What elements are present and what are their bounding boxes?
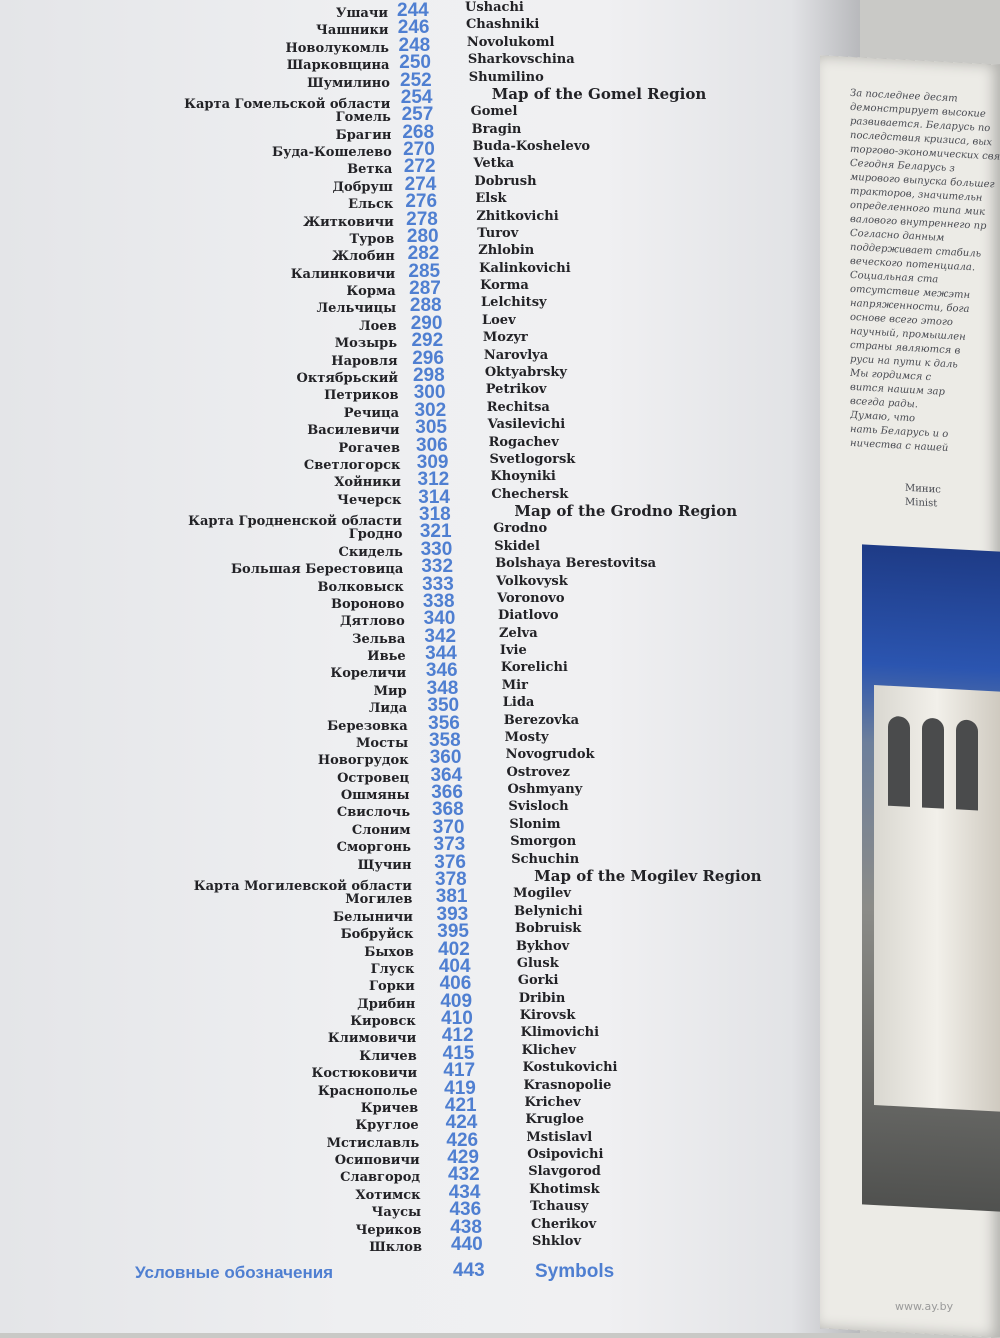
toc-entry-page: 270 [403, 139, 435, 161]
toc-entry-en: Loev [481, 312, 516, 328]
toc-entry-page: 344 [425, 643, 457, 665]
toc-entry-page: 440 [451, 1234, 483, 1255]
toc-entry-en: Diatlovo [498, 608, 559, 624]
toc-entry-en: Krasnopolie [523, 1077, 612, 1093]
facing-page-line: За последнее десят [850, 87, 958, 105]
toc-entry-ru: Житковичи [303, 214, 394, 230]
toc-entry-page: 254 [400, 86, 433, 108]
toc-entry-ru: Глуск [370, 961, 415, 977]
toc-entry-ru: Ушачи [335, 6, 388, 21]
toc-entry-en: Glusk [516, 955, 559, 971]
facing-page-line: Сегодня Беларусь з [850, 157, 955, 175]
facing-page-line: мирового выпуска большег [850, 171, 995, 191]
symbols-page-number: 443 [453, 1260, 485, 1281]
toc-entry-page: 252 [400, 69, 432, 91]
toc-entry-en: Rogachev [488, 434, 559, 450]
toc-entry-page: 250 [399, 52, 431, 74]
toc-entry-page: 378 [435, 869, 467, 890]
toc-entry-page: 244 [397, 0, 429, 21]
toc-entry-ru: Кличев [359, 1048, 417, 1064]
toc-entry-page: 290 [410, 312, 443, 334]
toc-entry-en: Zhlobin [478, 243, 535, 259]
toc-entry-page: 298 [412, 364, 445, 386]
toc-entry-en: Skidel [494, 538, 540, 554]
toc-entry-en: Kalinkovichi [479, 260, 571, 276]
facing-page-line: Согласно данным [850, 227, 945, 244]
toc-entry-page: 402 [438, 938, 470, 960]
toc-entry-en: Belynichi [514, 903, 583, 919]
toc-entry-page: 417 [443, 1060, 476, 1082]
facing-page-line: нать Беларусь и о [850, 423, 949, 441]
toc-entry-en: Korelichi [500, 660, 568, 676]
toc-entry-page: 412 [441, 1025, 474, 1047]
watermark: www.ay.by [895, 1300, 954, 1313]
toc-entry-page: 358 [428, 729, 461, 751]
toc-entry-ru: Могилев [345, 892, 413, 908]
facing-page-text [850, 87, 1000, 515]
toc-entry-en: Map of the Gomel Region [491, 84, 707, 103]
toc-entry-en: Volkovysk [496, 573, 568, 589]
toc-entry-en: Bobruisk [515, 921, 582, 937]
toc-entry-en: Oktyabrsky [484, 364, 567, 380]
toc-entry-en: Dribin [518, 990, 566, 1006]
toc-entry-en: Kirovsk [519, 1008, 576, 1024]
toc-entry-ru: Белыничи [333, 909, 413, 925]
toc-entry-en: Zelva [498, 625, 538, 641]
toc-entry-page: 346 [425, 660, 458, 682]
toc-entry-page: 246 [397, 17, 430, 39]
toc-entry-en: Map of the Mogilev Region [534, 867, 762, 885]
toc-entry-en: Elsk [475, 191, 507, 207]
toc-entry-ru: Шумилино [307, 75, 390, 91]
toc-entry-en: Sharkovschina [467, 52, 575, 68]
toc-entry-page: 296 [412, 347, 444, 369]
toc-entry-en: Khoyniki [490, 469, 556, 485]
toc-entry-en: Novolukoml [466, 34, 555, 50]
toc-entry-page: 330 [420, 538, 453, 560]
toc-entry-page: 436 [449, 1199, 482, 1221]
toc-entry-ru: Корма [346, 284, 396, 300]
toc-entry-ru: Мозырь [334, 336, 398, 352]
toc-entry-page: 312 [417, 469, 450, 491]
building-photo [862, 544, 1000, 1211]
toc-entry-ru: Новогрудок [317, 753, 409, 769]
toc-entry-ru: Кричев [360, 1100, 419, 1116]
toc-entry-ru: Брагин [335, 127, 392, 143]
toc-entry-page: 432 [447, 1164, 480, 1186]
toc-entry-ru: Дятлово [340, 614, 405, 630]
toc-entry-en: Rechitsa [486, 399, 550, 415]
toc-entry-en: Mir [501, 677, 528, 693]
toc-entry-en: Bykhov [515, 938, 570, 954]
symbols-en-label: Symbols [535, 1261, 615, 1282]
toc-entry-page: 333 [422, 573, 454, 595]
toc-entry-page: 410 [441, 1008, 473, 1030]
toc-entry-en: Kostukovichi [522, 1060, 618, 1076]
toc-entry-en: Vasilevichi [487, 417, 566, 433]
toc-entry-ru: Костюковичи [311, 1066, 418, 1082]
toc-entry-ru: Октябрьский [296, 370, 399, 386]
toc-entry-page: 424 [445, 1112, 478, 1134]
toc-entry-page: 305 [415, 417, 447, 439]
toc-entry-en: Turov [477, 225, 519, 241]
toc-entry-page: 395 [437, 921, 469, 943]
facing-page-line: руси на пути к даль [850, 353, 958, 371]
toc-entry-ru: Зельва [352, 631, 406, 647]
building-facade [874, 685, 1000, 1112]
toc-entry-ru: Мстиславль [326, 1135, 420, 1151]
toc-entry-en: Dobrush [474, 173, 537, 189]
facing-page-line: последствия кризиса, вых [850, 129, 993, 149]
toc-entry-page: 288 [409, 295, 442, 317]
toc-entry-en: Grodno [493, 521, 548, 537]
toc-entry-page: 340 [423, 608, 456, 630]
toc-entry-en: Shklov [532, 1234, 582, 1249]
toc-entry-ru: Ветка [347, 162, 393, 178]
toc-entry-ru: Карта Гродненской области [188, 514, 402, 530]
facing-page-line: развивается. Беларусь по [850, 115, 991, 135]
facing-page-line: определенного типа мик [850, 199, 985, 218]
toc-entry-en: Svetlogorsk [489, 451, 576, 467]
toc-entry-en: Klimovichi [520, 1025, 600, 1041]
toc-entry-page: 409 [440, 990, 473, 1012]
toc-entry-ru: Карта Могилевской области [193, 879, 412, 894]
symbols-ru-label: Условные обозначения [135, 1263, 334, 1282]
toc-entry-page: 426 [446, 1129, 479, 1151]
toc-entry-page: 415 [442, 1042, 475, 1064]
facing-page-line: Мы гордимся с [850, 367, 932, 384]
toc-entry-ru: Островец [337, 770, 410, 786]
toc-entry-page: 282 [407, 243, 440, 265]
toc-entry-en: Bragin [471, 121, 522, 137]
toc-entry-ru: Калинковичи [290, 266, 396, 282]
toc-entry-ru: Буда-Кошелево [272, 145, 392, 161]
toc-entry-page: 360 [429, 747, 462, 769]
toc-entry-page: 419 [444, 1077, 476, 1099]
toc-entry-page: 342 [424, 625, 457, 647]
toc-entry-ru: Чаусы [371, 1205, 422, 1221]
toc-entry-ru: Василевичи [307, 423, 400, 439]
toc-entry-en: Mozyr [482, 330, 528, 346]
toc-entry-ru: Гомель [335, 110, 391, 126]
toc-entry-en: Schuchin [511, 851, 580, 867]
facing-page-line: основе всего этого [850, 311, 953, 329]
toc-entry-page: 434 [448, 1181, 481, 1203]
toc-entry-page: 350 [427, 695, 460, 717]
toc-entry-en: Smorgon [510, 834, 577, 850]
toc-entry-ru: Хойники [334, 475, 401, 491]
toc-entry-en: Klichev [521, 1042, 576, 1058]
toc-entry-page: 306 [416, 434, 448, 456]
toc-entry-ru: Шарковщина [286, 58, 390, 74]
toc-entry-ru: Климовичи [327, 1031, 417, 1047]
toc-entry-page: 366 [431, 782, 463, 804]
facing-page-line: страны являются в [850, 339, 961, 357]
toc-entry-ru: Речица [343, 405, 400, 421]
toc-entry-ru: Круглое [355, 1118, 419, 1134]
toc-entry-page: 248 [398, 34, 431, 56]
facing-page-line: поддерживает стабиль [850, 241, 982, 260]
toc-entry-ru: Гродно [348, 527, 403, 543]
toc-entry-page: 332 [421, 556, 454, 578]
toc-entry-en: Khotimsk [529, 1181, 600, 1197]
toc-entry-en: Bolshaya Berestovitsa [495, 556, 657, 572]
facing-page-line: веческого потенциала. [850, 255, 976, 274]
toc-entry-ru: Карта Гомельской области [184, 96, 391, 112]
toc-entry-ru: Кировск [350, 1014, 416, 1030]
toc-entry-ru: Мосты [356, 735, 409, 751]
facing-page-line: напряженности, бога [850, 297, 970, 316]
toc-entry-ru: Свислочь [336, 805, 411, 821]
signature-line: Минис [905, 482, 941, 496]
toc-entry-en: Narovlya [483, 347, 549, 363]
toc-entry-page: 368 [431, 799, 464, 821]
toc-entry-page: 370 [432, 816, 465, 838]
toc-entry-ru: Кореличи [330, 666, 407, 682]
toc-entry-en: Cherikov [531, 1216, 597, 1232]
toc-entry-ru: Березовка [327, 718, 408, 734]
facing-page-line: тракторов, значительн [850, 185, 983, 204]
toc-entry-page: 287 [409, 278, 441, 300]
toc-entry-page: 429 [447, 1147, 479, 1169]
signature-line: Minist [905, 496, 938, 510]
toc-entry-page: 404 [438, 955, 471, 977]
toc-entry-ru: Туров [349, 231, 395, 247]
toc-entry-page: 348 [426, 677, 459, 699]
toc-entry-ru: Дрибин [357, 996, 416, 1012]
toc-entry-page: 276 [405, 191, 438, 213]
toc-entry-ru: Сморгонь [336, 840, 411, 856]
toc-entry-en: Osipovichi [527, 1147, 604, 1163]
toc-entry-en: Mosty [504, 729, 549, 745]
facing-page-line: Социальная ста [850, 269, 939, 286]
toc-entry-ru: Петриков [324, 388, 399, 404]
toc-entry-en: Shumilino [468, 69, 544, 85]
toc-entry-ru: Чериков [355, 1222, 422, 1238]
toc-entry-page: 268 [402, 121, 435, 143]
toc-entry-ru: Горки [369, 979, 415, 995]
toc-entry-page: 376 [434, 851, 466, 873]
toc-entry-ru: Лельчицы [316, 301, 397, 317]
toc-entry-ru: Чашники [316, 23, 389, 39]
toc-entry-en: Ostrovez [506, 764, 570, 780]
toc-entry-ru: Быхов [364, 944, 414, 960]
toc-entry-en: Zhitkovichi [476, 208, 559, 224]
toc-entry-en: Slonim [509, 816, 561, 832]
toc-entry-ru: Наровля [331, 353, 398, 369]
toc-entry-en: Tchausy [530, 1199, 589, 1215]
toc-entry-ru: Ивье [367, 649, 406, 665]
facing-page-line: ничества с нашей [850, 437, 949, 455]
toc-entry-page: 314 [418, 486, 450, 508]
toc-entry-en: Ivie [499, 643, 527, 659]
toc-entry-ru: Новолукомль [285, 40, 389, 56]
toc-entry-en: Ushachi [465, 0, 524, 15]
toc-entry-en: Mogilev [513, 886, 571, 902]
toc-entry-en: Vetka [473, 156, 515, 172]
toc-entry-en: Lelchitsy [481, 295, 547, 311]
toc-entry-page: 438 [450, 1216, 482, 1238]
toc-entry-ru: Вороново [330, 596, 405, 612]
toc-entry-page: 280 [406, 225, 439, 247]
toc-entry-page: 421 [444, 1094, 477, 1116]
toc-entry-en: Oshmyany [507, 782, 583, 798]
toc-entry-page: 373 [433, 834, 466, 856]
toc-entry-en: Map of the Grodno Region [514, 502, 738, 521]
toc-entry-page: 272 [403, 156, 436, 178]
toc-entry-ru: Слоним [351, 822, 411, 838]
toc-entry-ru: Жлобин [331, 249, 395, 265]
toc-entry-ru: Щучин [357, 857, 412, 873]
toc-entry-en: Slavgorod [528, 1164, 601, 1180]
toc-entry-en: Krugloe [525, 1112, 584, 1128]
toc-entry-page: 318 [419, 504, 451, 526]
toc-entry-ru: Мир [373, 683, 407, 699]
toc-entry-page: 338 [422, 590, 455, 612]
toc-entry-page: 257 [401, 104, 434, 126]
toc-entry-ru: Бобруйск [340, 927, 414, 943]
facing-page-line: отсутствие межэтн [850, 283, 971, 302]
toc-entry-page: 356 [428, 712, 460, 734]
toc-entry-page: 406 [439, 973, 472, 995]
toc-entry-page: 278 [406, 208, 438, 230]
toc-entry-en: Svisloch [508, 799, 569, 815]
toc-entry-en: Lida [502, 695, 535, 711]
toc-entry-ru: Славгород [340, 1170, 421, 1186]
toc-entry-ru: Чечерск [337, 492, 402, 508]
toc-entry-ru: Светлогорск [303, 457, 401, 473]
facing-page-line: всегда рады. [850, 395, 918, 411]
toc-entry-page: 321 [419, 521, 452, 543]
toc-entry-page: 393 [436, 903, 469, 925]
toc-entry-en: Korma [480, 278, 529, 294]
toc-entry-en: Novogrudok [505, 747, 595, 763]
toc-entry-ru: Краснополье [317, 1083, 418, 1099]
toc-entry-ru: Скидель [338, 544, 403, 560]
toc-entry-page: 292 [411, 330, 444, 352]
facing-page-line: валового внутреннего пр [850, 213, 987, 233]
toc-entry-en: Gomel [470, 104, 518, 120]
facing-page-line: Думаю, что [850, 409, 916, 425]
toc-entry-page: 364 [430, 764, 463, 786]
toc-entry-page: 274 [404, 173, 437, 195]
toc-entry-ru: Лида [368, 701, 408, 717]
toc-entry-page: 300 [413, 382, 446, 404]
toc-entry-ru: Осиповичи [334, 1153, 420, 1169]
facing-page-line: демонстрирует высокие [850, 101, 986, 120]
toc-entry-en: Krichev [524, 1094, 581, 1110]
toc-entry-ru: Рогачев [338, 440, 400, 456]
toc-entry-en: Berezovka [503, 712, 580, 728]
facing-page-line: торгово-экономических свя [850, 143, 1000, 163]
toc-entry-ru: Хотимск [355, 1187, 421, 1203]
facing-page-line: научный, промышлен [850, 325, 966, 343]
toc-entry-ru: Ошмяны [340, 788, 410, 804]
toc-entry-page: 381 [435, 886, 468, 908]
toc-entry-ru: Добруш [332, 179, 393, 195]
facing-page-line: вится нашим зар [850, 381, 945, 398]
toc-entry-en: Buda-Koshelevo [472, 139, 591, 155]
toc-entry-en: Gorki [517, 973, 559, 989]
toc-entry-ru: Большая Берестовица [230, 562, 404, 578]
toc-entry-ru: Лоев [359, 318, 397, 334]
toc-entry-page: 309 [416, 451, 449, 473]
toc-entry-page: 302 [414, 399, 447, 421]
toc-entry-en: Voronovo [497, 590, 565, 606]
toc-entry-ru: Шклов [369, 1240, 422, 1255]
toc-entry-en: Mstislavl [526, 1129, 593, 1145]
toc-entry-en: Petrikov [485, 382, 547, 398]
toc-entry-en: Chashniki [465, 17, 540, 33]
toc-entry-ru: Волковыск [317, 579, 404, 595]
toc-entry-ru: Ельск [348, 197, 394, 213]
facing-page-signature [850, 479, 1000, 515]
toc-entry [0, 1236, 860, 1256]
toc-entry-page: 285 [408, 260, 441, 282]
toc-entry-en: Chechersk [491, 486, 569, 502]
